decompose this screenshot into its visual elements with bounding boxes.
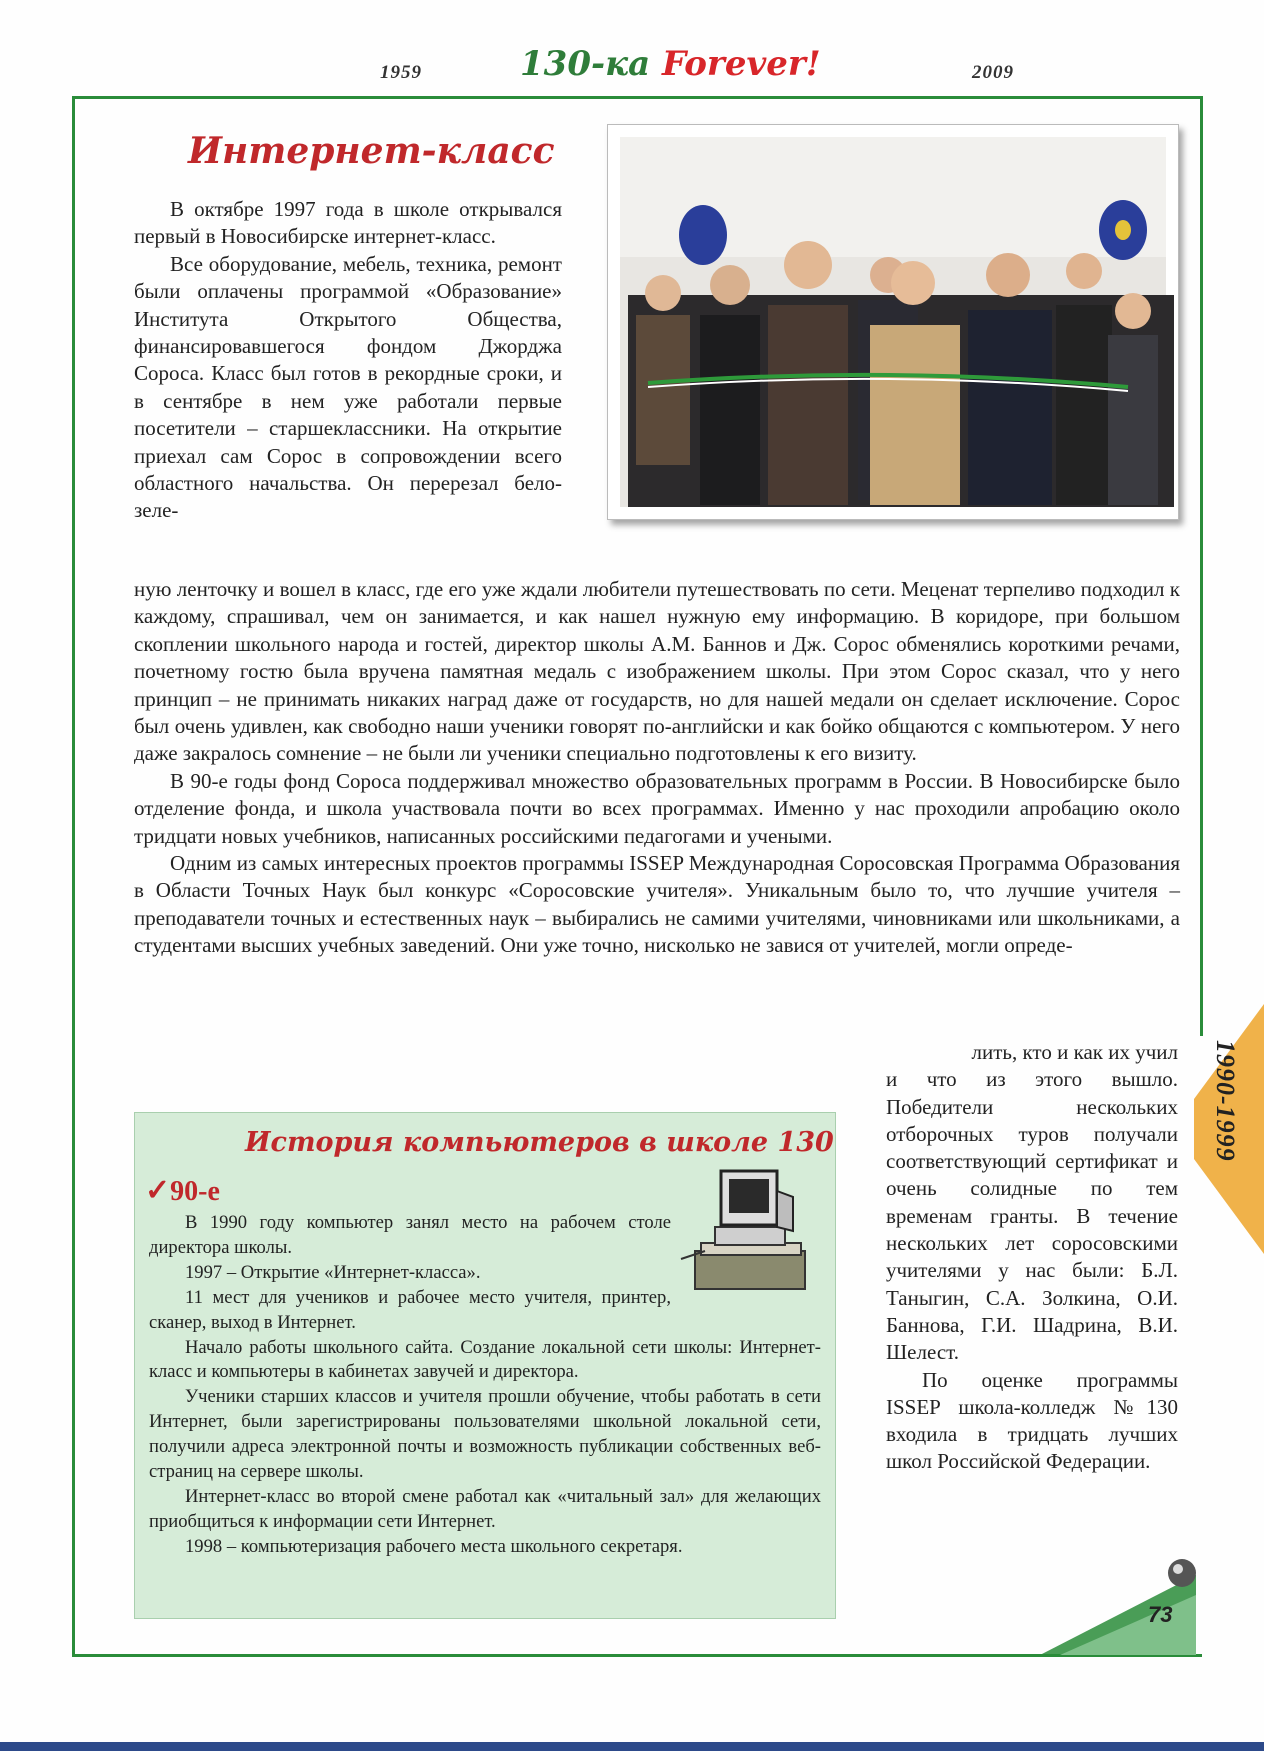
frame-top-line: [72, 96, 1202, 99]
right-column-text: [886, 1039, 1178, 1476]
decade-side-tab-text: 1990-1999: [1211, 1040, 1240, 1162]
computer-history-box: [134, 1112, 836, 1619]
header-title: [520, 44, 821, 84]
right-column-paragraph: По оценке программы ISSEP школа-колледж №130 входила в тридцать лучших школ Российской Федерации.: [886, 1367, 1178, 1474]
page-number: 73: [1148, 1602, 1173, 1627]
history-paragraph: В 1990 году компьютер занял место на рабочем столе директора школы.: [149, 1212, 671, 1258]
right-column-first-line: лить, кто и как их учил: [971, 1040, 1178, 1064]
history-paragraph: 1998 – компьютеризация рабочего места школьного секретаря.: [185, 1535, 683, 1557]
main-paragraph: ную ленточку и вошел в класс, где его уже ждали любители путешествовать по сети. Меценат терпеливо подходил к каждому, спрашивал, чем он занимается, и как нашел нужную ему информацию. В коридоре, при большом скоплении школьного народа и гостей, директор школы А.М. Баннов и Дж. Сорос обменялись короткими речами, почетному гостю была вручена памятная медаль с изображением школы. При этом Сорос сказал, что у него принцип – не принимать никаких наград даже от государств, но для нашей медали он сделает исключение. Сорос был очень удивлен, как свободно наши ученики говорят по-английски и как бойко общаются с компьютером. У него даже закралось сомнение – не были ли ученики специально подготовлены к его визиту.: [134, 577, 1180, 766]
checkmark-icon: ✓: [145, 1174, 171, 1207]
intro-paragraph: Все оборудование, мебель, техника, ремонт были оплачены программой «Образование» Института Открытого Общества, финансировавшегося фондом Джорджа Сороса. Класс был готов в рекордные сроки, и в сентябре в нем уже работали первые посетители – старшеклассники. На открытие приехал сам Сорос в сопровождении всего областного начальства. Он перерезал бело-зеле-: [134, 251, 562, 523]
header-title-part1: 130-ка: [520, 44, 662, 84]
history-paragraph: 11 мест для учеников и рабочее место учителя, принтер, сканер, выход в Интернет.: [149, 1286, 671, 1333]
header-year-start: 1959: [380, 62, 422, 83]
header-year-end: 2009: [972, 62, 1014, 83]
section-title: Интернет-класс: [188, 130, 555, 172]
bottom-scan-edge: [0, 1742, 1264, 1751]
history-decade-label: 90-е: [170, 1176, 220, 1207]
intro-paragraph: В октябре 1997 года в школе открывался первый в Новосибирске интернет-класс.: [134, 197, 562, 249]
decade-side-tab-label: [1206, 1040, 1246, 1220]
history-paragraph: Интернет-класс во второй смене работал как «читальный зал» для желающих приобщиться к информации сети Интернет.: [149, 1485, 821, 1532]
frame-left-line: [72, 96, 75, 1656]
history-box-text: [149, 1211, 821, 1560]
history-paragraph: Ученики старших классов и учителя прошли обучение, чтобы работать в сети Интернет, были зарегистрированы пользователями школьной локальной сети, получили адреса электронной почты и возможность публикации собственных веб-страниц на сервере школы.: [149, 1386, 821, 1483]
history-decade: [145, 1173, 220, 1208]
main-paragraph: В 90-е годы фонд Сороса поддерживал множество образовательных программ в России. В Новосибирске было отделение фонда, и школа участвовала почти во всех программах. Именно у нас проходили апробацию около тридцати новых учебников, написанных российскими педагогами и учеными.: [134, 768, 1180, 848]
right-column-paragraph: и что из этого вышло. Победители нескольких отборочных туров получали соответствующий сертификат и очень солидные по тем временам гранты. В течение нескольких лет соросовскими учителями у нас были: Б.Л. Таныгин, С.А. Золкина, О.И. Баннова, Г.И. Шадрина, В.И. Шелест.: [886, 1067, 1178, 1365]
ribbon-cutting-photo: [607, 124, 1179, 520]
history-paragraph: 1997 – Открытие «Интернет-класса».: [185, 1261, 481, 1283]
main-text: [134, 576, 1180, 960]
history-box-title: История компьютеров в школе 130: [245, 1127, 834, 1158]
intro-text: [134, 196, 562, 525]
main-paragraph: Одним из самых интересных проектов программы ISSEP Международная Соросовская Программа Образования в Области Точных Наук был конкурс «Соросовские учителя». Уникальным было то, что лучшие учителя – преподаватели точных и естественных наук – выбирались не самими учителями, чиновниками или школьниками, а студентами высших учебных заведений. Они уже точно, нисколько не завися от учителей, могли опреде-: [134, 851, 1180, 958]
history-paragraph: Начало работы школьного сайта. Создание локальной сети школы: Интернет-класс и компьютеры в кабинетах завучей и директора.: [149, 1336, 821, 1383]
frame-right-line: [1200, 96, 1203, 1036]
header-title-forever: Forever!: [661, 44, 821, 84]
